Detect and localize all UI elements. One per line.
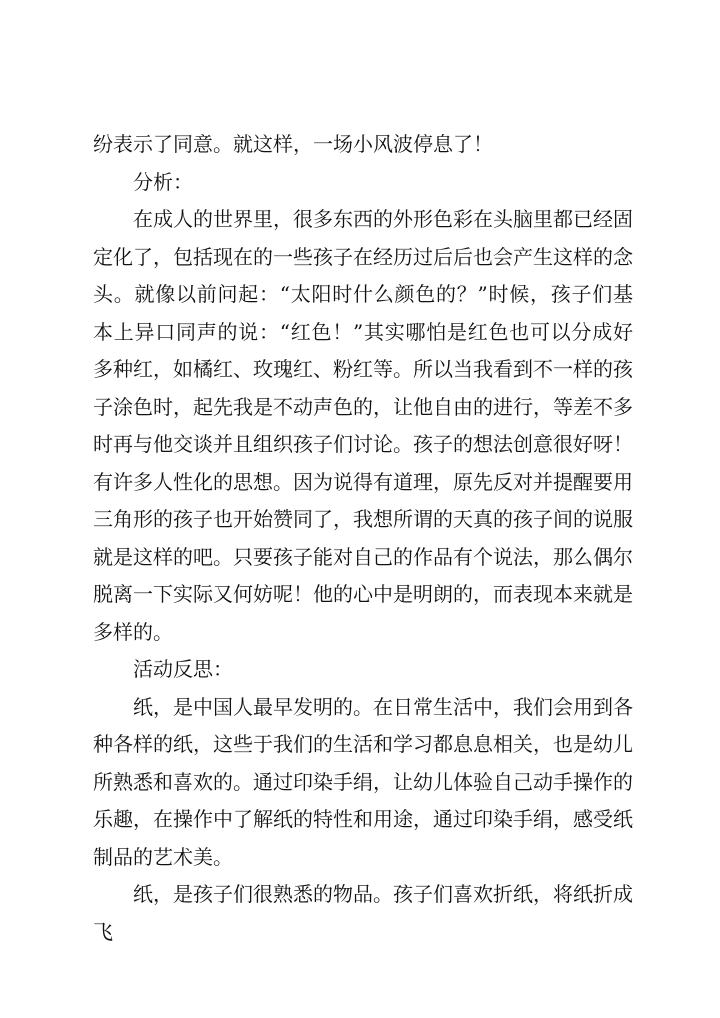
paragraph-heading-reflection: 活动反思： (133, 657, 233, 681)
document-body (93, 126, 633, 951)
paragraph-reflection-body: 纸，是中国人最早发明的。在日常生活中，我们会用到各种各样的纸，这些于我们的生活和学习都息息相关，也是幼儿所熟悉和喜欢的。通过印染手绢，让幼儿体验自己动手操作的乐趣，在操作中了解纸的特性和用途，通过印染手绢，感受纸制品的艺术美。 (93, 694, 633, 869)
paragraph-heading-analysis: 分析： (133, 169, 193, 194)
paragraph-reflection-continued: 纸，是孩子们很熟悉的物品。孩子们喜欢折纸，将纸折成飞 (93, 882, 633, 944)
paragraph-continuation: 纷表示了同意。就这样，一场小风波停息了！ (93, 132, 493, 156)
paragraph-analysis-body: 在成人的世界里，很多东西的外形色彩在头脑里都已经固定化了，包括现在的一些孩子在经历过后后也会产生这样的念头。就像以前问起：“太阳时什么颜色的？”时候，孩子们基本上异口同声的说：“红色！”其实哪怕是红色也可以分成好多种红，如橘红、玫瑰红、粉红等。所以当我看到不一样的孩子涂色时，起先我是不动声色的，让他自由的进行，等差不多时再与他交谈并且组织孩子们讨论。孩子的想法创意很好呀！有许多人性化的思想。因为说得有道理，原先反对并提醒要用三角形的孩子也开始赞同了，我想所谓的天真的孩子间的说服就是这样的吧。只要孩子能对自己的作品有个说法，那么偶尔脱离一下实际又何妨呢！他的心中是明朗的，而表现本来就是多样的。 (93, 207, 633, 644)
